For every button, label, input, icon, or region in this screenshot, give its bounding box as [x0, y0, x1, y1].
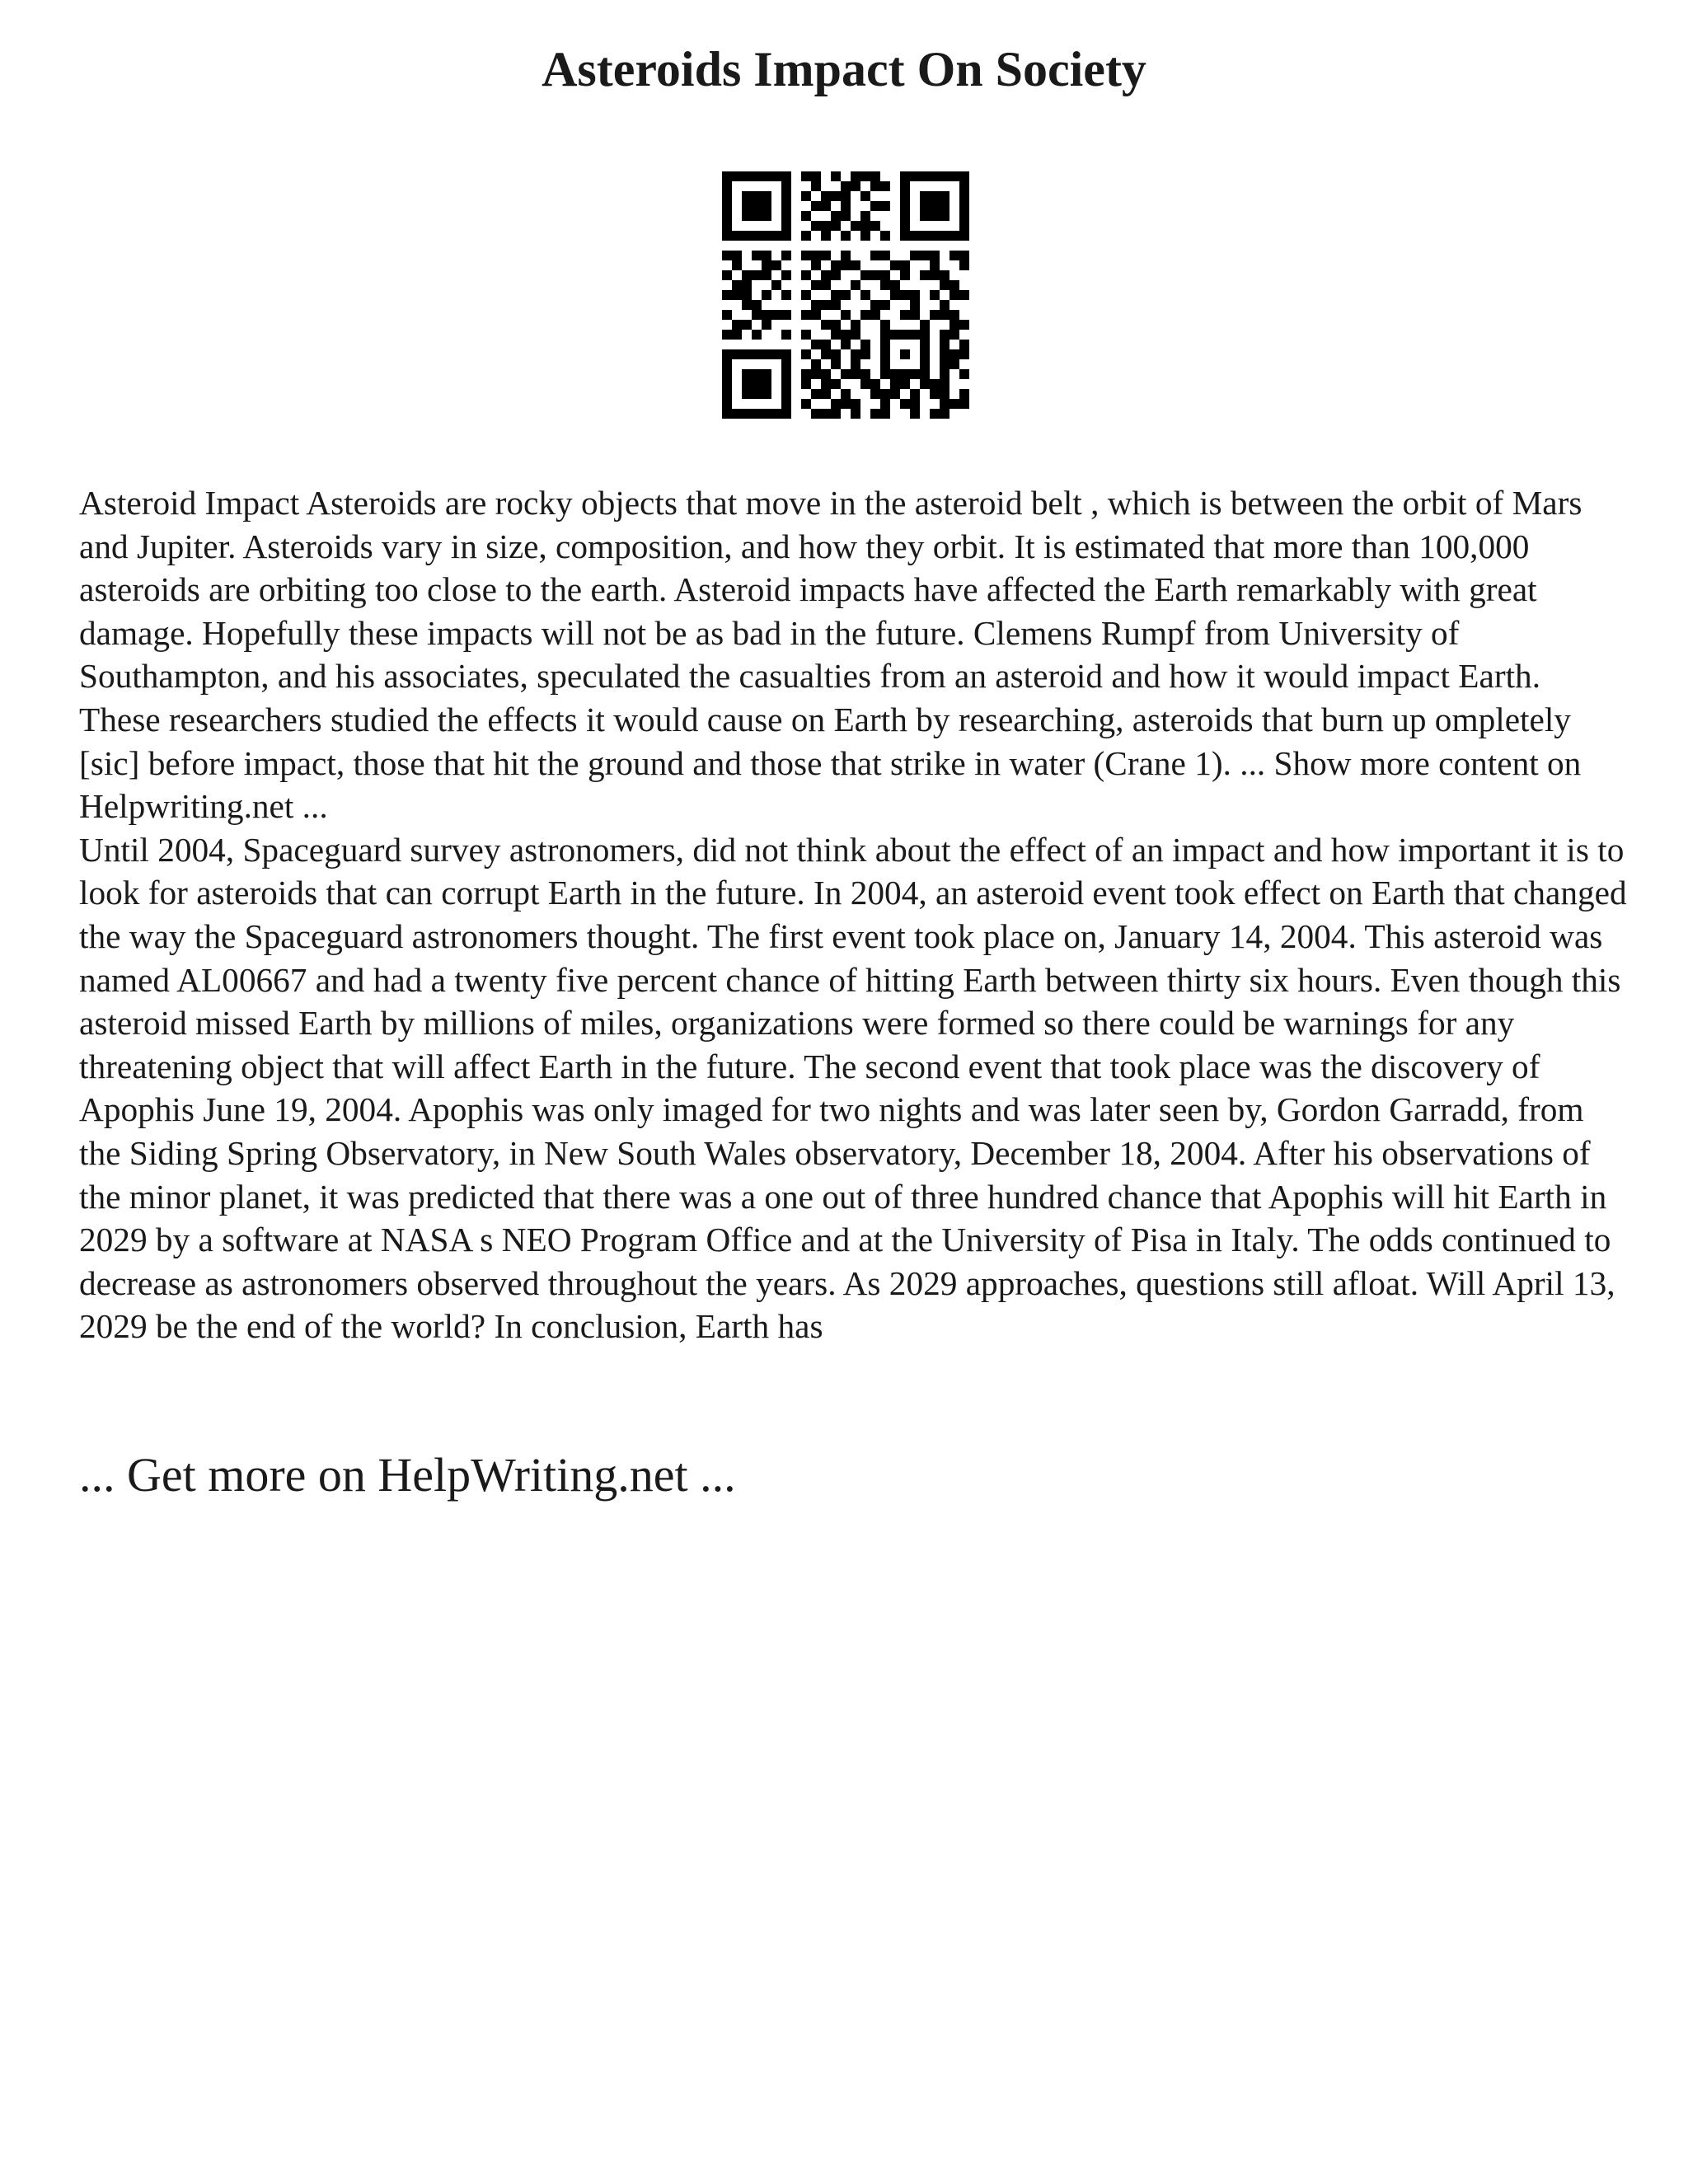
page-title: Asteroids Impact On Society: [542, 42, 1146, 96]
article-body: [79, 481, 1629, 1348]
qr-code-icon: [722, 171, 969, 419]
get-more-link[interactable]: ... Get more on HelpWriting.net ...: [79, 1448, 736, 1502]
article-paragraph: Asteroid Impact Asteroids are rocky objects that move in the asteroid belt , which is between the orbit of Mars and Jupiter. Asteroids vary in size, composition, and how they orbit. It is estimated that more than 100,000 asteroids are orbiting too close to the earth. Asteroid impacts have affected the Earth remarkably with great damage. Hopefully these impacts will not be as bad in the future. Clemens Rumpf from University of Southampton, and his associates, speculated the casualties from an asteroid and how it would impact Earth. These researchers studied the effects it would cause on Earth by researching, asteroids that burn up ompletely [sic] before impact, those that hit the ground and those that strike in water (Crane 1). ... Show more content on Helpwriting.net ...: [79, 484, 1582, 826]
article-paragraph: Until 2004, Spaceguard survey astronomers, did not think about the effect of an impact and how important it is to look for asteroids that can corrupt Earth in the future. In 2004, an asteroid event took effect on Earth that changed the way the Spaceguard astronomers thought. The first event took place on, January 14, 2004. This asteroid was named AL00667 and had a twenty five percent chance of hitting Earth between thirty six hours. Even though this asteroid missed Earth by millions of miles, organizations were formed so there could be warnings for any threatening object that will affect Earth in the future. The second event that took place was the discovery of Apophis June 19, 2004. Apophis was only imaged for two nights and was later seen by, Gordon Garradd, from the Siding Spring Observatory, in New South Wales observatory, December 18, 2004. After his observations of the minor planet, it was predicted that there was a one out of three hundred chance that Apophis will hit Earth in 2029 by a software at NASA s NEO Program Office and at the University of Pisa in Italy. The odds continued to decrease as astronomers observed throughout the years. As 2029 approaches, questions still afloat. Will April 13, 2029 be the end of the world? In conclusion, Earth has: [79, 830, 1627, 1346]
